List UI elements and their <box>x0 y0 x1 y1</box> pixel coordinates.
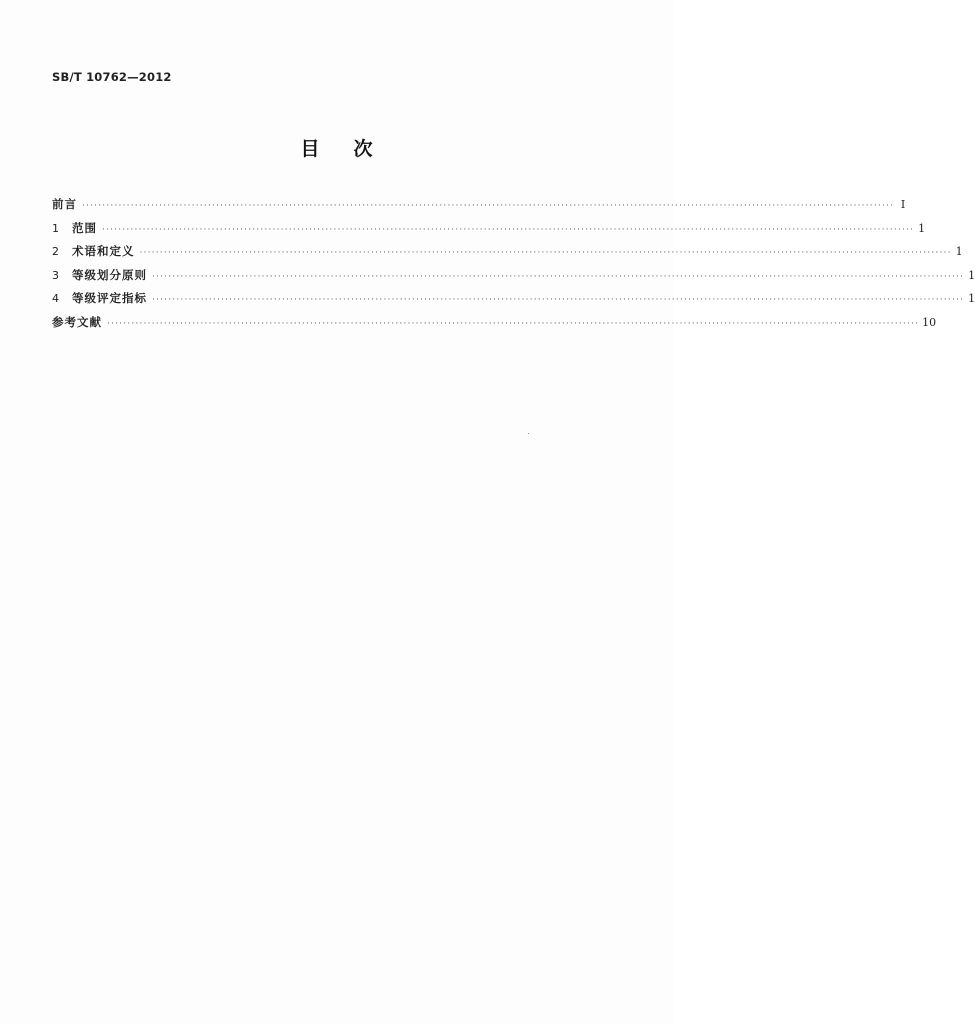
table-of-contents <box>52 196 975 337</box>
toc-leader-dots: ········································································································································································································ <box>82 201 895 211</box>
toc-entry-foreword[interactable] <box>52 196 906 220</box>
toc-entry-label: 术语和定义 <box>72 244 135 258</box>
toc-entry-number: 2 <box>52 245 59 258</box>
toc-entry-page: 1 <box>968 268 975 282</box>
toc-entry-bibliography[interactable] <box>52 314 937 338</box>
toc-entry-grading-indicators[interactable] <box>52 290 975 314</box>
standard-code: SB/T 10762—2012 <box>52 70 172 84</box>
toc-entry-number: 4 <box>52 292 59 305</box>
toc-entry-page: 10 <box>922 315 937 329</box>
toc-leader-dots: ········································································································································································································ <box>102 224 915 235</box>
toc-leader-dots: ········································································································································································································ <box>152 295 965 305</box>
toc-entry-label: 等级划分原则 <box>72 267 147 282</box>
toc-entry-page: 1 <box>918 221 926 235</box>
scan-speck <box>528 433 529 434</box>
toc-entry-label: 参考文献 <box>52 314 102 329</box>
toc-entry-grading-principles[interactable] <box>52 267 975 291</box>
toc-entry-page: 1 <box>955 245 963 258</box>
toc-leader-dots: ········································································································································································································ <box>139 248 952 258</box>
toc-entry-page: 1 <box>968 292 975 305</box>
toc-entry-label: 前言 <box>52 197 77 211</box>
toc-entry-label: 等级评定指标 <box>72 291 147 305</box>
toc-entry-scope[interactable] <box>52 220 926 244</box>
toc-entry-page: Ⅰ <box>900 198 906 211</box>
page-title: 目次 <box>300 138 407 160</box>
toc-entry-terms[interactable] <box>52 243 963 267</box>
toc-entry-number: 3 <box>52 268 59 282</box>
toc-entry-label: 范围 <box>72 220 97 235</box>
toc-leader-dots: ········································································································································································································ <box>107 318 920 329</box>
toc-entry-number: 1 <box>52 221 59 235</box>
toc-leader-dots: ········································································································································································································ <box>152 271 965 282</box>
